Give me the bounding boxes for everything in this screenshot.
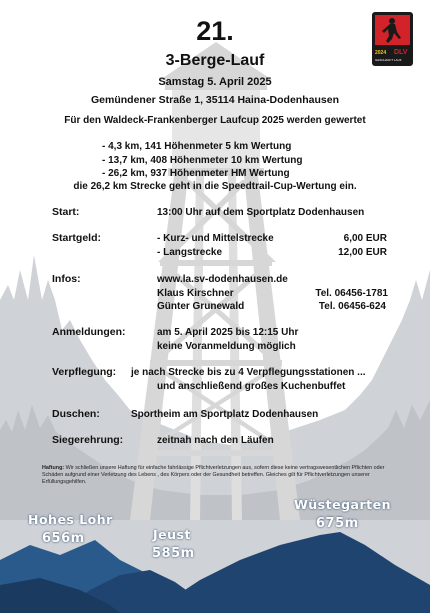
contact-name: Klaus Kirschner (157, 288, 234, 299)
siegerehrung-label: Siegerehrung: (52, 434, 124, 446)
disclaimer-label: Haftung: (42, 465, 65, 471)
logo-brand: DLV (394, 49, 408, 56)
peak-height: 585m (152, 546, 195, 561)
start-label: Start: (52, 206, 80, 218)
peak-height: 675m (316, 516, 359, 531)
peak-name: Hohes Lohr (28, 512, 113, 527)
course-line: - 4,3 km, 141 Höhenmeter 5 km Wertung (102, 141, 292, 152)
contact-phone: Tel. 06456-624 (318, 301, 386, 312)
disclaimer-text: Wir schließen unsere Haftung für einfache fahrlässige Pflichtverletzungen aus, sofern diese keine vertragswesentlichen Pflichten oder Schäden aufgrund einer Verletzung des Lebens , des Körpers oder der Gesundheit betreffen. Gleiches gilt für Pflichtverletzungen unserer Erfüllungsgehilfen. (42, 465, 385, 485)
event-date: Samstag 5. April 2025 (158, 76, 272, 88)
logo-small-text: GESCHAFFT LAUF (375, 58, 402, 62)
verpflegung-line: je nach Strecke bis zu 4 Verpflegungsstationen ... (131, 367, 366, 378)
course-line: - 13,7 km, 408 Höhenmeter 10 km Wertung (102, 155, 303, 166)
start-value: 13:00 Uhr auf dem Sportplatz Dodenhausen (157, 207, 365, 218)
contact-name: Günter Grunewald (157, 301, 245, 312)
contact-phone: Tel. 06456-1781 (315, 288, 388, 299)
event-address: Gemündener Straße 1, 35114 Haina-Dodenhausen (90, 94, 339, 106)
event-edition: 21. (196, 16, 234, 46)
course-line: - 26,2 km, 937 Höhenmeter HM Wertung (102, 168, 290, 179)
startgeld-label: Startgeld: (52, 232, 102, 244)
logo-year: 2024 (375, 50, 387, 56)
siegerehrung-value: zeitnah nach den Läufen (157, 435, 274, 446)
cup-info: Für den Waldeck-Frankenberger Laufcup 2025 werden gewertet (64, 115, 366, 126)
peak-name: Jeust (153, 527, 191, 542)
fee-name: - Langstrecke (157, 247, 223, 258)
anmeldungen-line: keine Voranmeldung möglich (157, 341, 296, 352)
anmeldungen-line: am 5. April 2025 bis 12:15 Uhr (157, 327, 299, 338)
verpflegung-line: und anschließend großes Kuchenbuffet (157, 381, 346, 392)
duschen-label: Duschen: (52, 408, 100, 420)
event-title: 3-Berge-Lauf (165, 52, 265, 69)
anmeldungen-label: Anmeldungen: (52, 326, 126, 338)
peak-name: Wüstegarten (294, 497, 391, 512)
fee-price: 6,00 EUR (343, 233, 387, 244)
speedtrail-info: die 26,2 km Strecke geht in die Speedtrail-Cup-Wertung ein. (73, 181, 357, 192)
fee-name: - Kurz- und Mittelstrecke (157, 233, 274, 244)
fee-price: 12,00 EUR (338, 247, 387, 258)
website-link[interactable]: www.la.sv-dodenhausen.de (157, 274, 288, 285)
infos-label: Infos: (52, 273, 81, 285)
verpflegung-label: Verpflegung: (52, 366, 117, 378)
duschen-value: Sportheim am Sportplatz Dodenhausen (131, 409, 319, 420)
liability-disclaimer (42, 465, 388, 486)
peak-height: 656m (42, 531, 85, 546)
